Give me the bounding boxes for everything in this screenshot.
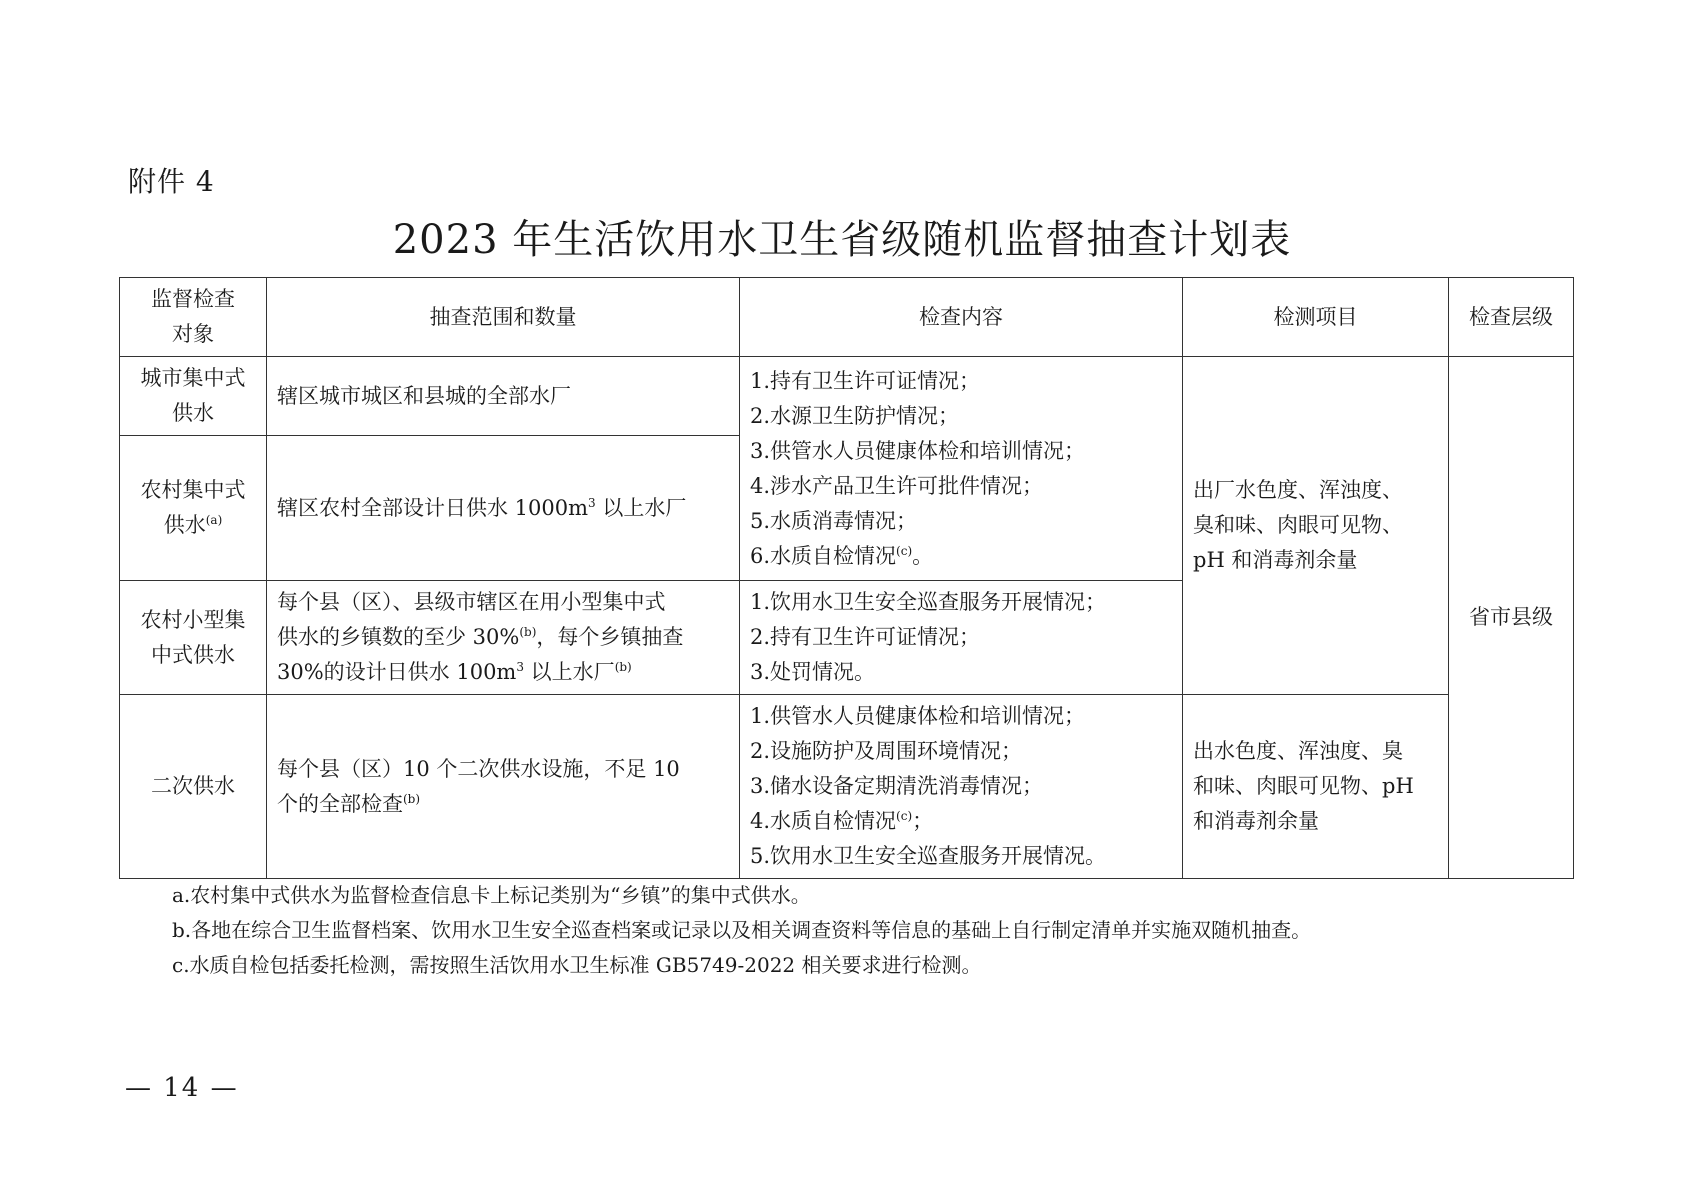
footnote-c: c.水质自检包括委托检测，需按照生活饮用水卫生标准 GB5749-2022 相关要求进行检测。 [172,953,982,977]
table-row [120,357,1574,436]
header-scope: 抽查范围和数量 [267,278,740,357]
scope-rural-central: 辖区农村全部设计日供水 $1000m^3$ 以上水厂 [267,436,740,581]
scope-secondary-supply: 每个县（区）10 个二次供水设施，不足 10 个的全部检查$^{(b)}$ [267,695,740,879]
header-level: 检查层级 [1449,278,1574,357]
attachment-label: 附件 4 [128,165,215,198]
test-items-secondary-water: 出水色度、浑浊度、臭 和味、肉眼可见物、pH 和消毒剂余量 [1183,695,1449,879]
inspection-level: 省市县级 [1449,357,1574,879]
table-row [120,695,1574,879]
inspection-plan-table [119,277,1574,879]
header-object: 监督检查 对象 [120,278,267,357]
page-number: — 14 — [125,1073,239,1103]
object-rural-small-central: 农村小型集 中式供水 [120,581,267,695]
scope-rural-small-central: 每个县（区）、县级市辖区在用小型集中式 供水的乡镇数的至少 30%$^{(b)}$，每个乡镇抽查 30%的设计日供水 $100m^3$ 以上水厂$^{(b)}$ [267,581,740,695]
content-rural-small-central: 1.饮用水卫生安全巡查服务开展情况； 2.持有卫生许可证情况； 3.处罚情况。 [740,581,1183,695]
object-urban-central: 城市集中式 供水 [120,357,267,436]
header-content: 检查内容 [740,278,1183,357]
footnote-a: a.农村集中式供水为监督检查信息卡上标记类别为“乡镇”的集中式供水。 [172,883,811,907]
content-secondary-supply: 1.供管水人员健康体检和培训情况； 2.设施防护及周围环境情况； 3.储水设备定期清洗消毒情况； 4.水质自检情况$^{(c)}$； 5.饮用水卫生安全巡查服务开展情况。 [740,695,1183,879]
object-rural-central: 农村集中式 供水$^{(a)}$ [120,436,267,581]
table-header-row [120,278,1574,357]
test-items-factory-water: 出厂水色度、浑浊度、 臭和味、肉眼可见物、 pH 和消毒剂余量 [1183,357,1449,695]
header-test-items: 检测项目 [1183,278,1449,357]
content-central-supply: 1.持有卫生许可证情况； 2.水源卫生防护情况； 3.供管水人员健康体检和培训情况； 4.涉水产品卫生许可批件情况； 5.水质消毒情况； 6.水质自检情况$^{(c)}$。 [740,357,1183,581]
document-title: 2023 年生活饮用水卫生省级随机监督抽查计划表 [392,217,1292,263]
footnote-b: b.各地在综合卫生监督档案、饮用水卫生安全巡查档案或记录以及相关调查资料等信息的基础上自行制定清单并实施双随机抽查。 [172,918,1312,942]
scope-urban-central: 辖区城市城区和县城的全部水厂 [267,357,740,436]
object-secondary-supply: 二次供水 [120,695,267,879]
footnotes [172,878,1311,983]
